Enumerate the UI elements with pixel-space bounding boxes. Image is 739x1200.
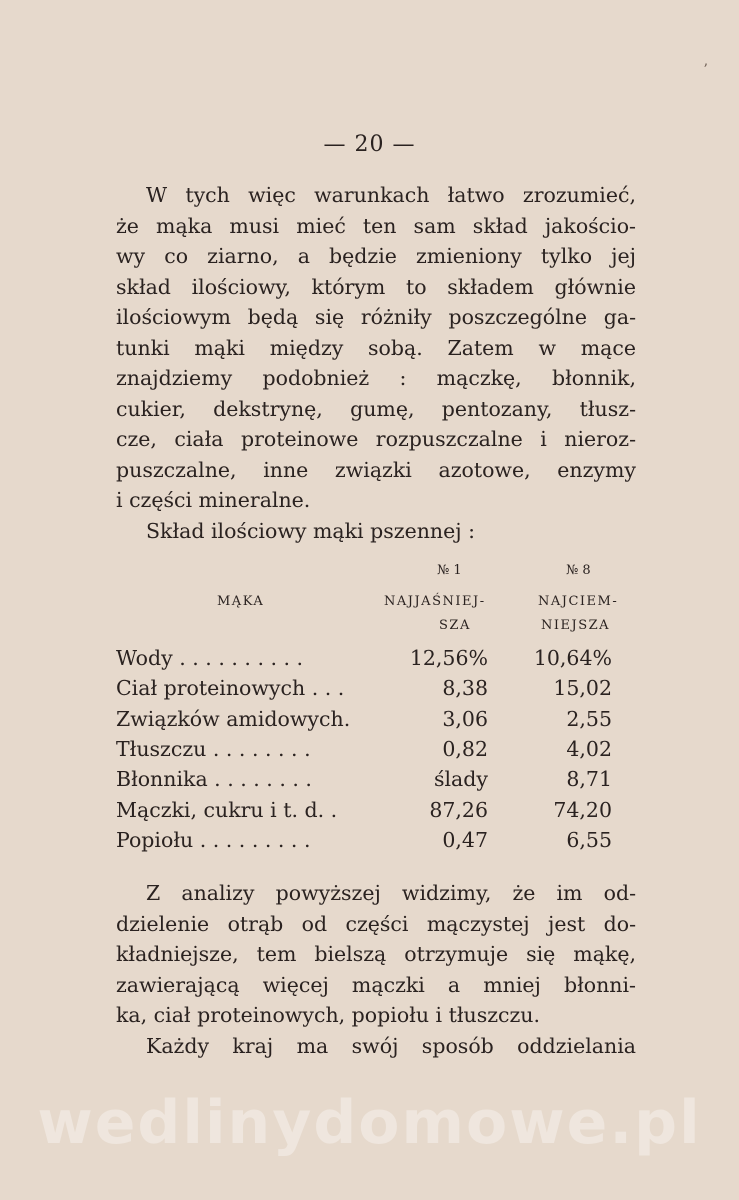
row-value-col1: 12,56% (409, 646, 488, 670)
table-intro: Skład ilościowy mąki pszennej : (146, 518, 476, 543)
row-label: Wody . . . . . . . . . . (116, 646, 304, 670)
col1-header-line1: NAJJAŚNIEJ- (384, 594, 486, 609)
row-label: Ciał proteinowych . . . (116, 676, 345, 700)
row-label: Mączki, cukru i t. d. . (116, 798, 338, 822)
row-value-col2: 10,64% (533, 646, 612, 670)
table-row (116, 646, 636, 676)
paragraph-line: dzielenie otrąb od części mączystej jest do- (116, 911, 636, 936)
row-value-col2: 8,71 (566, 767, 612, 791)
paragraph-line: W tych więc warunkach łatwo zrozumieć, (146, 183, 636, 207)
paragraph-1 (116, 180, 636, 546)
paragraph-line: ka, ciał proteinowych, popiołu i tłuszczu. (116, 1003, 541, 1027)
table-row (116, 798, 636, 828)
table-row (116, 707, 636, 737)
row-label: Błonnika . . . . . . . . (116, 767, 312, 791)
col2-number: № 8 (566, 563, 591, 578)
table-row (116, 828, 636, 858)
row-value-col1: 87,26 (429, 798, 488, 822)
paragraph-line: że mąka musi mieć ten sam skład jakościo- (116, 213, 636, 238)
row-label: Związków amidowych. (116, 707, 351, 731)
paragraph-line: ilościowym będą się różniły poszczególne ga- (116, 305, 636, 329)
row-value-col2: 4,02 (566, 737, 612, 761)
col2-header-line1: NAJCIEM- (538, 594, 619, 609)
paragraph-line: kładniejsze, tem bielszą otrzymuje się mąkę, (116, 942, 636, 966)
row-value-col1: 0,47 (442, 828, 488, 852)
row-value-col1: ślady (433, 767, 488, 791)
paragraph-line: Z analizy powyższej widzimy, że im od- (146, 881, 636, 905)
paragraph-line: cukier, dekstrynę, gumę, pentozany, tłusz- (116, 396, 636, 421)
paragraph-line: cze, ciała proteinowe rozpuszczalne i nieroz- (116, 427, 636, 451)
paragraph-line: i części mineralne. (116, 488, 311, 512)
col1-header-line2: SZA (439, 618, 471, 633)
watermark: wedlinydomowe.pl (37, 1088, 702, 1158)
row-label: Popiołu . . . . . . . . . (116, 828, 311, 852)
paragraph-line: puszczalne, inne związki azotowe, enzymy (116, 457, 636, 482)
scan-mark: ʼ (703, 62, 708, 78)
row-value-col2: 6,55 (566, 828, 612, 852)
page-number: — 20 — (323, 132, 416, 157)
row-label: Tłuszczu . . . . . . . . (116, 737, 311, 761)
row-value-col2: 2,55 (566, 707, 612, 731)
table-row (116, 676, 636, 706)
col2-header-line2: NIEJSZA (541, 618, 611, 633)
table-row (116, 737, 636, 767)
paragraph-line: skład ilościowy, którym to składem głównie (116, 274, 636, 299)
paragraph-line: wy co ziarno, a będzie zmieniony tylko jej (116, 244, 636, 268)
paragraph-line: znajdziemy podobnież : mączkę, błonnik, (116, 366, 636, 390)
col1-number: № 1 (437, 563, 462, 578)
col0-header: MĄKA (217, 594, 265, 609)
table-row (116, 767, 636, 797)
row-value-col1: 0,82 (442, 737, 488, 761)
row-value-col2: 15,02 (553, 676, 612, 700)
row-value-col2: 74,20 (553, 798, 612, 822)
paragraph-2 (116, 878, 636, 1061)
paragraph-line: Każdy kraj ma swój sposób oddzielania (146, 1033, 636, 1058)
paragraph-line: tunki mąki między sobą. Zatem w mące (116, 335, 636, 360)
row-value-col1: 8,38 (442, 676, 488, 700)
row-value-col1: 3,06 (442, 707, 488, 731)
paragraph-line: zawierającą więcej mączki a mniej błonni- (116, 972, 636, 997)
